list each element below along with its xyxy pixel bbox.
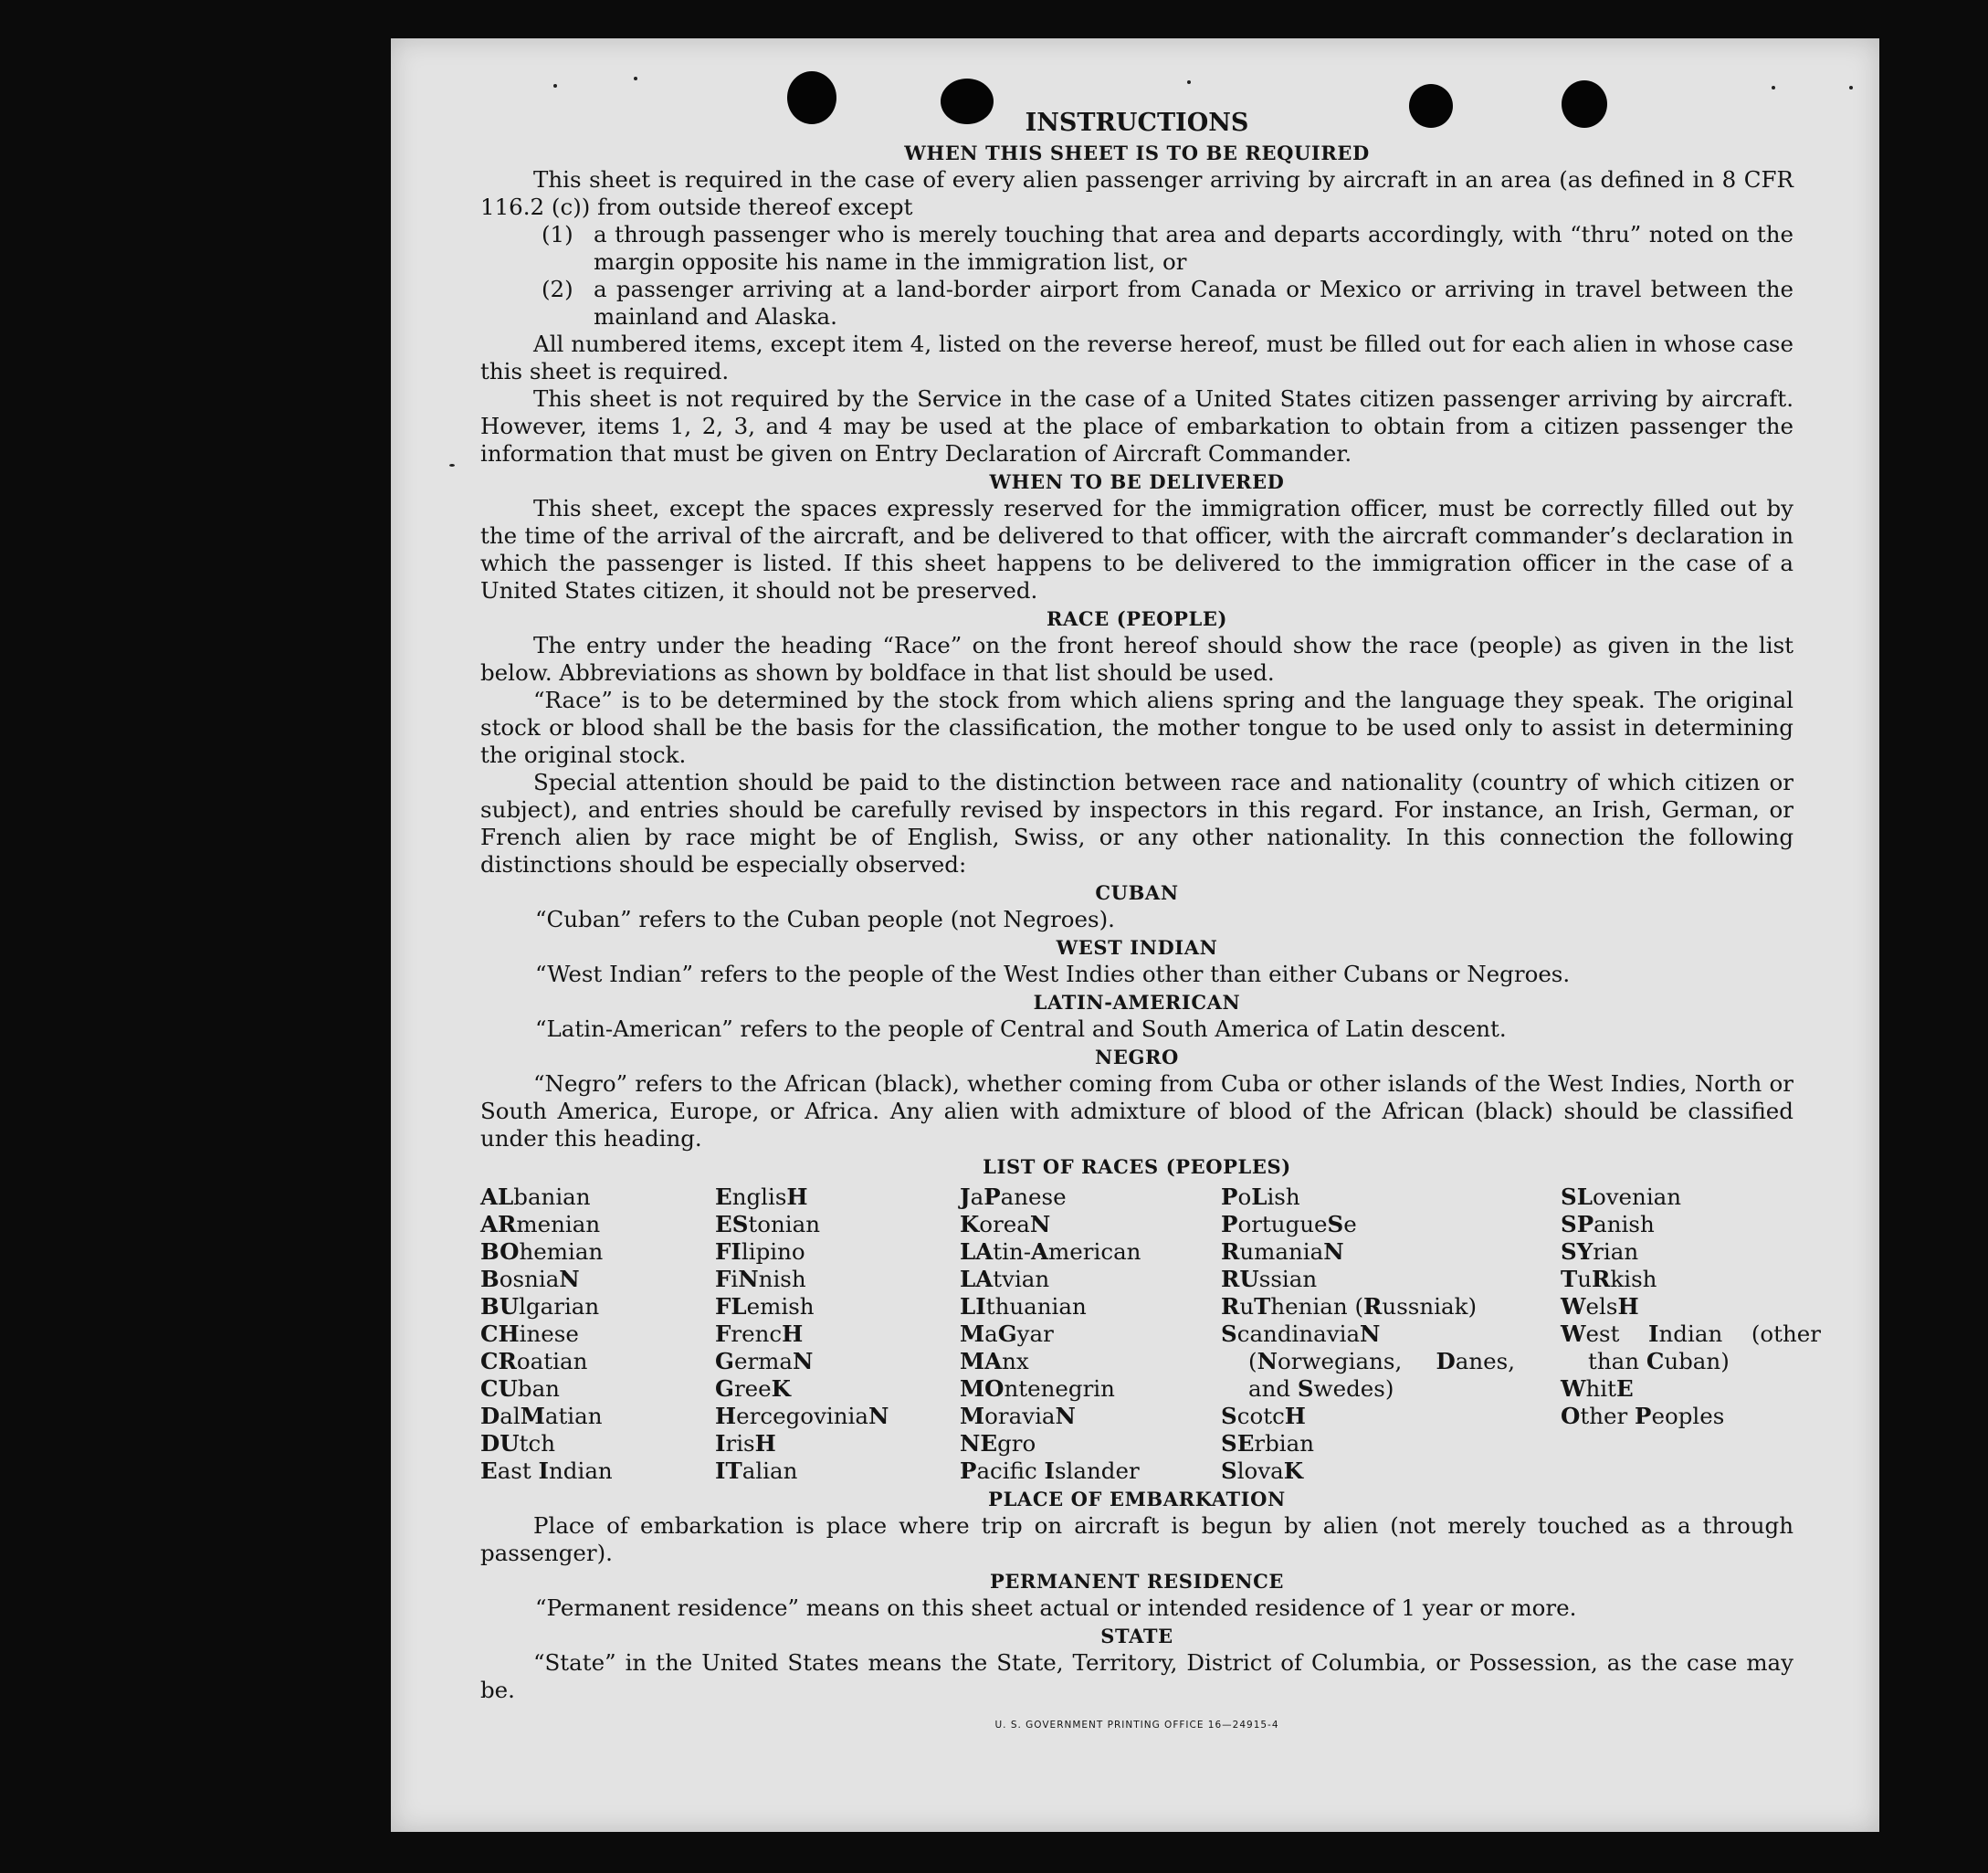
section-heading-embarkation: PLACE OF EMBARKATION — [988, 1488, 1286, 1510]
document-sheet — [391, 38, 1879, 1832]
list-item-text: a through passenger who is merely touching that area and departs accordingly, with “thru” noted on the margin opposite his name in the immigration list, or — [594, 221, 1793, 275]
race-entry: EStonian — [715, 1211, 821, 1237]
race-entry: PoLish — [1221, 1184, 1300, 1210]
section-heading-residence: PERMANENT RESIDENCE — [989, 1570, 1285, 1593]
list-item-number: (1) — [542, 221, 573, 247]
race-entry: East Indian — [480, 1457, 613, 1484]
race-entry: SlovaK — [1221, 1457, 1304, 1484]
section-heading-latin-american: LATIN-AMERICAN — [1033, 991, 1241, 1014]
list-item-text: a passenger arriving at a land-border airport from Canada or Mexico or arriving in travel between the mainland and Alaska. — [594, 276, 1793, 330]
race-entry: BosniaN — [480, 1266, 580, 1292]
race-entry: KoreaN — [960, 1211, 1051, 1237]
race-entry: SYrian — [1561, 1238, 1639, 1265]
race-entry: CUban — [480, 1375, 560, 1402]
paragraph: This sheet is required in the case of every alien passenger arriving by aircraft in an area (as defined in 8 CFR 116.2 (c)) from outside thereof except — [480, 166, 1793, 220]
race-entry: GermaN — [715, 1348, 814, 1374]
paragraph: “Race” is to be determined by the stock from which aliens spring and the language they speak. The original stock or blood shall be the basis for the classification, the mother tongue to be used only to assist in determining the original stock. — [480, 687, 1793, 768]
paragraph: Special attention should be paid to the distinction between race and nationality (country of which citizen or subject), and entries should be carefully revised by inspectors in this regard. For instance, an Irish, German, or French alien by race might be of English, Swiss, or any other nationality. In this connection the following distinctions should be especially observed: — [480, 769, 1793, 878]
section-heading-races-list: LIST OF RACES (PEOPLES) — [983, 1155, 1291, 1178]
paragraph: “Negro” refers to the African (black), whether coming from Cuba or other islands of the West Indies, North or South America, Europe, or Africa. Any alien with admixture of blood of the African (black) should be classified under this heading. — [480, 1070, 1793, 1152]
paper-speck — [1772, 86, 1775, 89]
race-entry: DUtch — [480, 1430, 555, 1457]
paragraph: “Latin-American” refers to the people of Central and South America of Latin descent. — [535, 1015, 1507, 1042]
paper-speck — [1187, 80, 1191, 84]
race-entry: ALbanian — [480, 1184, 591, 1210]
race-entry: SLovenian — [1561, 1184, 1682, 1210]
printer-imprint: U. S. GOVERNMENT PRINTING OFFICE 16—24915-4 — [994, 1720, 1279, 1731]
race-entry: MOntenegrin — [960, 1375, 1115, 1402]
race-entry: LAtin-American — [960, 1238, 1141, 1265]
race-entry: BUlgarian — [480, 1293, 600, 1320]
race-entry: EnglisH — [715, 1184, 808, 1210]
paragraph: This sheet, except the spaces expressly reserved for the immigration officer, must be correctly filled out by the time of the arrival of the aircraft, and be delivered to that officer, with the aircraft commander’s declaration in which the passenger is listed. If this sheet happens to be delivered to the immigration officer in the case of a United States citizen, it should not be preserved. — [480, 495, 1793, 604]
list-item — [542, 276, 1793, 331]
race-entry: DalMatian — [480, 1403, 603, 1429]
paper-speck — [1849, 86, 1853, 89]
race-entry: MAnx — [960, 1348, 1029, 1374]
race-entry: FrencH — [715, 1321, 804, 1347]
section-heading-west-indian: WEST INDIAN — [1056, 936, 1218, 959]
race-entry: ARmenian — [480, 1211, 601, 1237]
race-entry: West Indian (other than Cuban) — [1561, 1321, 1821, 1374]
race-entry: FIlipino — [715, 1238, 805, 1265]
paragraph: “Permanent residence” means on this sheet actual or intended residence of 1 year or more. — [535, 1594, 1577, 1621]
paragraph: The entry under the heading “Race” on the front hereof should show the race (people) as given in the list below. Abbreviations as shown by boldface in that list should be used. — [480, 632, 1793, 686]
race-entry: MoraviaN — [960, 1403, 1076, 1429]
races-column — [1561, 1184, 1821, 1485]
section-heading-negro: NEGRO — [1095, 1046, 1179, 1068]
paragraph: This sheet is not required by the Service in the case of a United States citizen passenger arriving by aircraft. However, items 1, 2, 3, and 4 may be used at the place of embarkation to obtain from a citizen passenger the information that must be given on Entry Declaration of Aircraft Commander. — [480, 385, 1793, 467]
race-entry: Pacifc Islander — [960, 1457, 1140, 1484]
paragraph: “Cuban” refers to the Cuban people (not Negroes). — [535, 906, 1115, 932]
page-title: INSTRUCTIONS — [1025, 109, 1249, 137]
paragraph: “State” in the United States means the State, Territory, District of Columbia, or Possession, as the case may be. — [480, 1649, 1793, 1703]
race-entry: LIthuanian — [960, 1293, 1087, 1320]
race-entry: MaGyar — [960, 1321, 1054, 1347]
section-heading-state: STATE — [1100, 1625, 1173, 1647]
race-entry: JaPanese — [960, 1184, 1067, 1210]
race-entry: CHinese — [480, 1321, 579, 1347]
list-item — [542, 221, 1793, 276]
paper-speck — [553, 84, 557, 88]
race-entry: PortugueSe — [1221, 1211, 1357, 1237]
section-heading-race: RACE (PEOPLE) — [1046, 607, 1228, 630]
race-entry: SPanish — [1561, 1211, 1655, 1237]
exceptions-list — [480, 221, 1793, 331]
race-entry: WelsH — [1561, 1293, 1639, 1320]
paper-speck — [449, 464, 455, 467]
race-entry: GreeK — [715, 1375, 791, 1402]
race-entry: CRoatian — [480, 1348, 588, 1374]
race-entry: Other Peoples — [1561, 1403, 1725, 1429]
paragraph: All numbered items, except item 4, listed on the reverse hereof, must be filled out for each alien in whose case this sheet is required. — [480, 331, 1793, 384]
instructions-content — [480, 108, 1821, 1739]
race-entry: FiNnish — [715, 1266, 806, 1292]
section-heading-cuban: CUBAN — [1095, 881, 1179, 904]
race-entry: ITalian — [715, 1457, 798, 1484]
race-entry: NEgro — [960, 1430, 1036, 1457]
race-entry: RumaniaN — [1221, 1238, 1344, 1265]
race-entry: BOhemian — [480, 1238, 604, 1265]
section-heading-when-delivered: WHEN TO BE DELIVERED — [989, 470, 1285, 493]
races-column — [715, 1184, 960, 1485]
paper-speck — [634, 77, 637, 80]
race-entry: RuThenian (Russniak) — [1221, 1293, 1478, 1320]
race-entry: WhitE — [1561, 1375, 1634, 1402]
paragraph: Place of embarkation is place where trip on aircraft is begun by alien (not merely touched as a through passenger). — [480, 1512, 1793, 1566]
race-entry: ScandinaviaN (Norwegians, Danes, and Swedes) — [1221, 1321, 1515, 1402]
paragraph: “West Indian” refers to the people of the West Indies other than either Cubans or Negroes. — [535, 961, 1571, 987]
race-entry: IrisH — [715, 1430, 776, 1457]
race-entry: TuRkish — [1561, 1266, 1657, 1292]
races-column — [960, 1184, 1221, 1485]
race-entry: FLemish — [715, 1293, 815, 1320]
race-entry: HercegoviniaN — [715, 1403, 889, 1429]
races-column — [480, 1184, 715, 1485]
race-entry: ScotcH — [1221, 1403, 1306, 1429]
race-entry: SErbian — [1221, 1430, 1315, 1457]
races-column — [1221, 1184, 1561, 1485]
section-heading-when-required: WHEN THIS SHEET IS TO BE REQUIRED — [904, 142, 1370, 164]
race-entry: LAtvian — [960, 1266, 1050, 1292]
list-item-number: (2) — [542, 276, 573, 302]
race-entry: RUssian — [1221, 1266, 1318, 1292]
races-table — [480, 1184, 1821, 1485]
